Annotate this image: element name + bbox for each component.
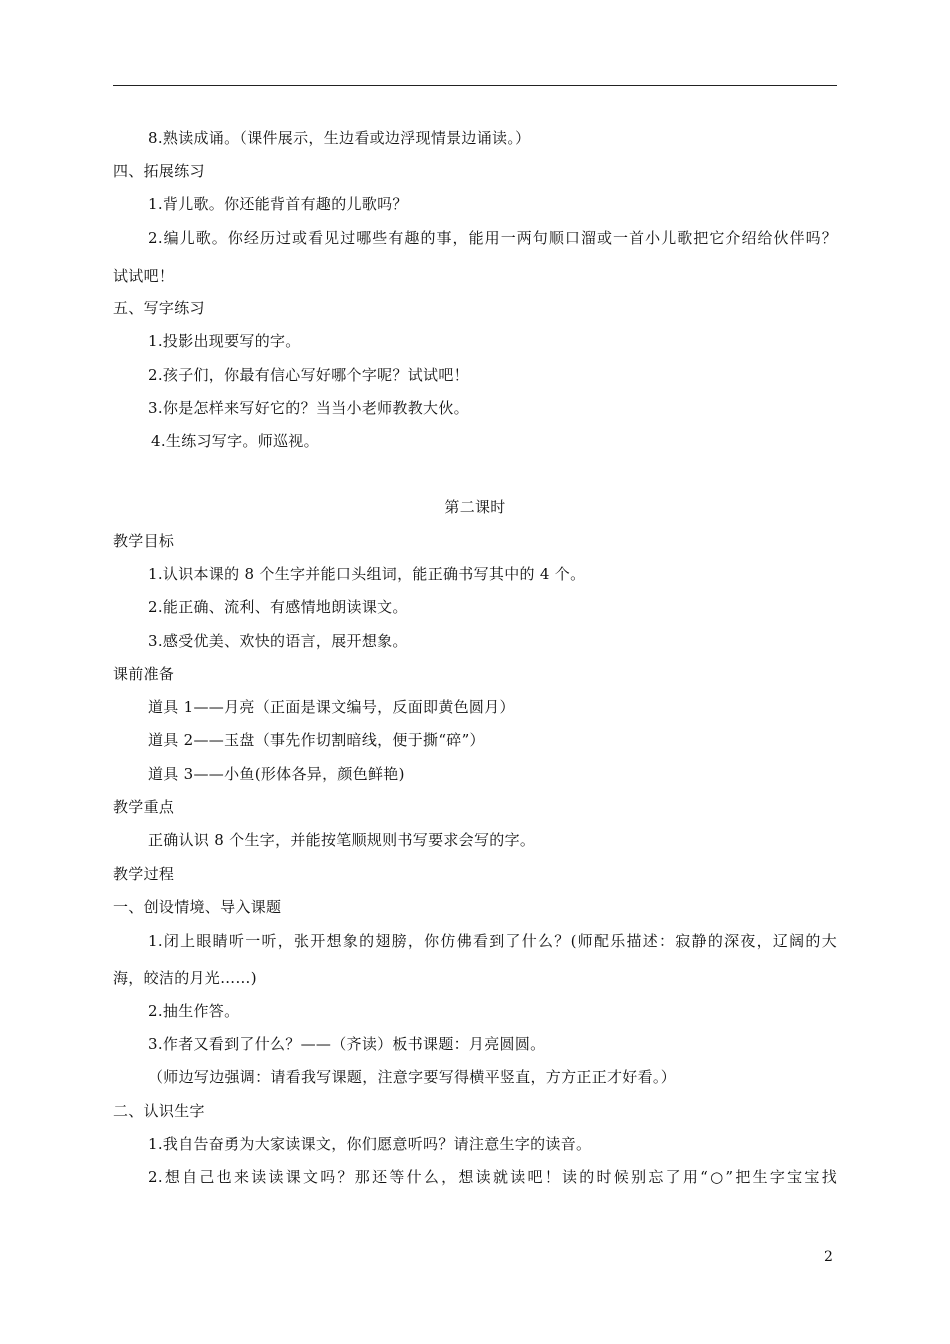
lesson-title: 第二课时 [444, 498, 506, 516]
page-number: 2 [824, 1249, 833, 1265]
header-rule [113, 85, 837, 86]
section-heading: 课前准备 [113, 665, 175, 683]
text-line: 3.作者又看到了什么？——（齐读）板书课题：月亮圆圆。 [148, 1035, 546, 1053]
section-heading: 五、写字练习 [113, 299, 205, 317]
section-heading: 一、创设情境、导入课题 [113, 898, 282, 916]
section-heading: 二、认识生字 [113, 1102, 205, 1120]
text-line: 4.生练习写字。师巡视。 [151, 432, 319, 450]
text-line: 海，皎洁的月光……) [113, 969, 257, 987]
section-heading: 四、拓展练习 [113, 162, 205, 180]
text-line: 1.我自告奋勇为大家读课文，你们愿意听吗？请注意生字的读音。 [148, 1135, 592, 1153]
text-line: 2.抽生作答。 [148, 1002, 240, 1020]
text-line: 3.感受优美、欢快的语言，展开想象。 [148, 632, 408, 650]
text-line: 1.认识本课的 8 个生字并能口头组词，能正确书写其中的 4 个。 [148, 565, 586, 583]
text-line: 2.孩子们，你最有信心写好哪个字呢？试试吧！ [148, 366, 469, 384]
text-line: 2.能正确、流利、有感情地朗读课文。 [148, 598, 408, 616]
text-line: 2.想自己也来读读课文吗？那还等什么，想读就读吧！读的时候别忘了用“○”把生字宝宝找 [148, 1168, 837, 1186]
text-line: 道具 1——月亮（正面是课文编号，反面即黄色圆月） [148, 698, 515, 716]
text-line: 1.闭上眼睛听一听，张开想象的翅膀，你仿佛看到了什么？(师配乐描述：寂静的深夜，辽阔的大 [148, 932, 837, 950]
text-line: （师边写边强调：请看我写课题，注意字要写得横平竖直，方方正正才好看。） [148, 1068, 677, 1086]
text-line: 2.编儿歌。你经历过或看见过哪些有趣的事，能用一两句顺口溜或一首小儿歌把它介绍给伙伴吗？ [148, 229, 837, 247]
section-heading: 教学重点 [113, 798, 175, 816]
text-line: 试试吧！ [113, 267, 175, 285]
text-line: 8.熟读成诵。（课件展示，生边看或边浮现情景边诵读。） [148, 129, 531, 147]
text-line: 3.你是怎样来写好它的？当当小老师教教大伙。 [148, 399, 469, 417]
text-line: 道具 2——玉盘（事先作切割暗线，便于撕“碎”） [148, 731, 485, 749]
section-heading: 教学过程 [113, 865, 175, 883]
text-line: 1.投影出现要写的字。 [148, 332, 301, 350]
text-line: 1.背儿歌。你还能背首有趣的儿歌吗？ [148, 195, 408, 213]
text-line: 道具 3——小鱼(形体各异，颜色鲜艳) [148, 765, 405, 783]
section-heading: 教学目标 [113, 532, 175, 550]
text-line: 正确认识 8 个生字，并能按笔顺规则书写要求会写的字。 [148, 831, 536, 849]
